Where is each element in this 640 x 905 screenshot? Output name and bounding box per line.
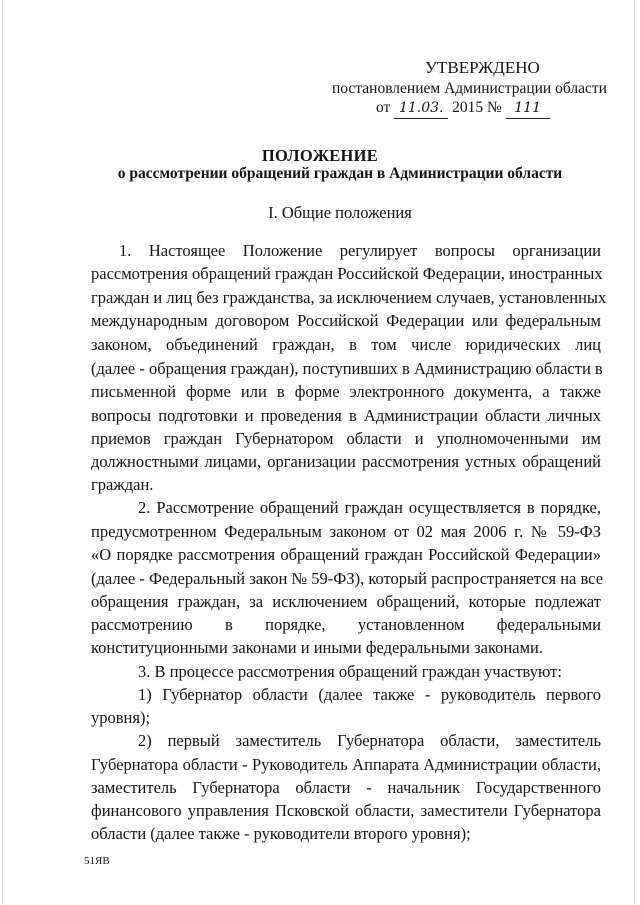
item1-line: уровня); xyxy=(91,708,151,727)
item2-line: области (далее также - руководители второго уровня); xyxy=(91,824,471,843)
approval-year-text: 2015 № xyxy=(452,99,502,116)
approval-title: УТВЕРЖДЕНО xyxy=(425,58,540,77)
paragraph1-line: письменной форме или в форме электронного документа, а также xyxy=(91,382,601,401)
item2-line: Губернатора области - Руководитель Аппарата Администрации области, xyxy=(91,755,601,774)
approval-date-handwritten: 11.03. xyxy=(394,99,448,119)
item2-line: 2) первый заместитель Губернатора области, заместитель xyxy=(138,731,601,750)
paragraph2-line: конституционными законами и иными федеральными законами. xyxy=(91,638,543,657)
document-title: ПОЛОЖЕНИЕ xyxy=(261,146,379,165)
paragraph1-line: приемов граждан Губернатором области и уполномоченными им xyxy=(91,429,601,448)
paragraph1-line: граждан и лиц без гражданства, за исключением случаев, установленных xyxy=(91,288,607,307)
paragraph1-line: рассмотрения обращений граждан Российской Федерации, иностранных xyxy=(91,264,603,283)
paragraph2-line: 2. Рассмотрение обращений граждан осуществляется в порядке, xyxy=(138,498,601,517)
footer-code: 51ЯВ xyxy=(84,855,110,867)
paragraph2-line: (далее - Федеральный закон № 59-ФЗ), который распространяется на все xyxy=(91,569,604,588)
paragraph1-line: 1. Настоящее Положение регулирует вопросы организации xyxy=(119,241,601,260)
approval-date-line xyxy=(376,98,550,119)
approval-date-prefix: от xyxy=(376,99,391,116)
item1-line: 1) Губернатор области (далее также - руководитель первого xyxy=(138,685,601,704)
paragraph1-line: (далее - обращения граждан), поступивших в Администрацию области в xyxy=(91,359,603,378)
paragraph1-line: граждан. xyxy=(91,475,154,494)
approval-number-handwritten: 111 xyxy=(506,99,550,119)
paragraph3-line: 3. В процессе рассмотрения обращений граждан участвуют: xyxy=(138,662,562,681)
paragraph1-line: международным договором Российской Федерации или федеральным xyxy=(91,311,601,330)
scan-right-edge xyxy=(634,0,635,905)
item2-line: заместитель Губернатора области - начальник Государственного xyxy=(91,778,601,797)
item2-line: финансового управления Псковской области, заместители Губернатора xyxy=(91,801,601,820)
paragraph1-line: должностными лицами, организации рассмотрения устных обращений xyxy=(91,452,601,471)
paragraph2-line: обращения граждан, за исключением обращений, которые подлежат xyxy=(91,592,601,611)
paragraph1-line: законом, объединений граждан, в том числе юридических лиц xyxy=(91,335,601,354)
approval-resolution-line: постановлением Администрации области xyxy=(332,80,607,97)
section-heading: I. Общие положения xyxy=(268,203,412,222)
paragraph1-line: вопросы подготовки и проведения в Администрации области личных xyxy=(91,406,601,425)
paragraph2-line: рассмотрению в порядке, установленном федеральными xyxy=(91,615,601,634)
document-subtitle: о рассмотрении обращений граждан в Администрации области xyxy=(117,165,563,182)
scan-left-edge xyxy=(2,0,3,905)
paragraph2-line: предусмотренном Федеральным законом от 02 мая 2006 г. № 59-ФЗ xyxy=(91,522,601,541)
paragraph2-line: «О порядке рассмотрения обращений граждан Российской Федерации» xyxy=(91,545,601,564)
